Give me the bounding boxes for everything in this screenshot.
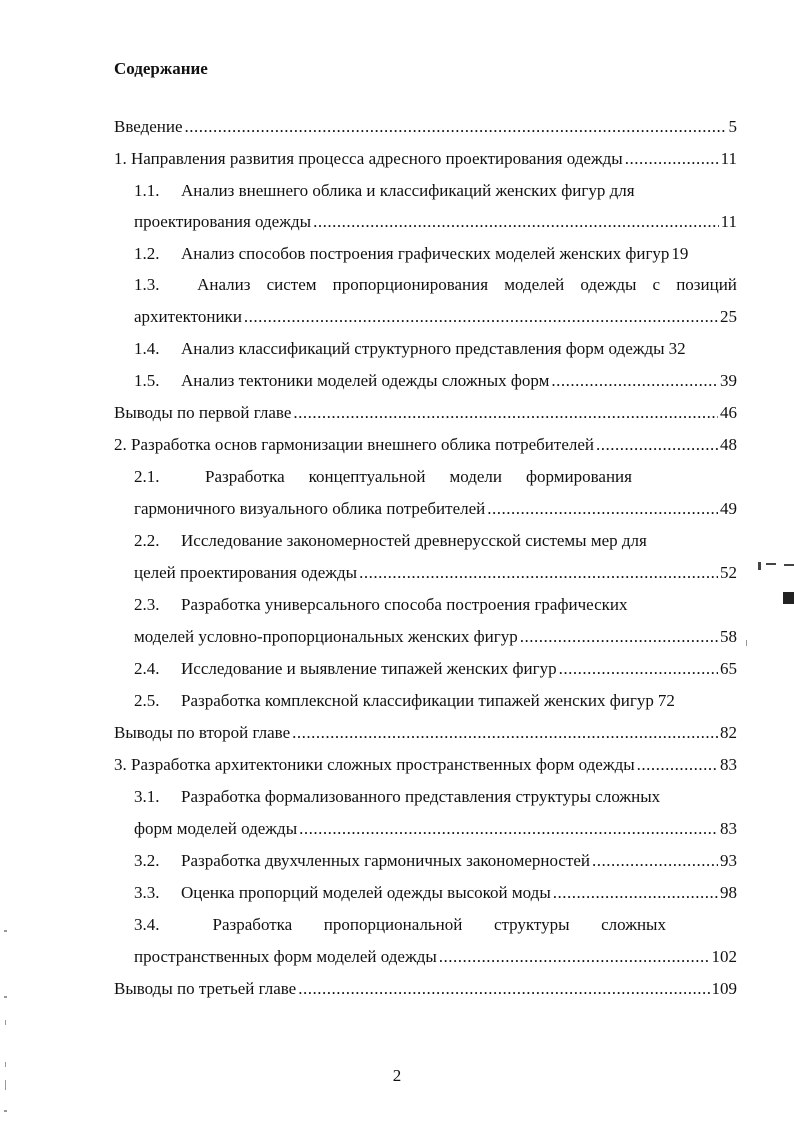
toc-entry-text: 2. Разработка основ гармонизации внешнего облика потребителей — [114, 435, 594, 454]
toc-entry-text: пространственных форм моделей одежды — [134, 947, 437, 966]
toc-page-number: 83 — [720, 819, 737, 838]
section-number: 3.4. — [134, 915, 160, 934]
toc-entry-3-3[interactable] — [134, 878, 737, 908]
toc-entry-text: Оценка пропорций моделей одежды высокой моды — [181, 883, 551, 902]
dot-leader — [292, 718, 718, 748]
dot-leader — [185, 112, 727, 142]
dot-leader — [293, 398, 718, 428]
toc-page-number: 11 — [720, 212, 737, 231]
dot-leader — [298, 974, 709, 1004]
section-number: 1.1. — [134, 181, 160, 200]
toc-entry-3-2[interactable] — [134, 846, 737, 876]
toc-entry-1-4[interactable] — [134, 334, 737, 364]
toc-entry-text: проектирования одежды — [134, 212, 312, 231]
toc-page-number: 102 — [711, 947, 737, 966]
toc-page-number: 39 — [720, 371, 737, 390]
toc-page-number: 65 — [720, 659, 737, 678]
dot-leader — [637, 750, 718, 780]
word: пропорционирования — [332, 275, 489, 294]
word: формирования — [526, 467, 632, 486]
word: с — [652, 275, 661, 294]
toc-entry-text: Анализ внешнего облика и классификаций женских фигур для — [181, 181, 635, 200]
scan-mark — [4, 996, 7, 998]
toc-page-number: 58 — [720, 627, 737, 646]
word: пропорциональной — [323, 915, 463, 934]
word: сложных — [601, 915, 666, 934]
dot-leader — [313, 207, 719, 237]
toc-entry-text: Анализ классификаций структурного представления форм одежды — [181, 339, 665, 358]
toc-page-number: 46 — [720, 403, 737, 422]
scan-mark — [4, 1110, 7, 1112]
toc-entry-3-1-line2[interactable] — [134, 814, 737, 844]
toc-entry-1-5[interactable] — [134, 366, 737, 396]
toc-entry-2-3-line1[interactable] — [134, 590, 628, 620]
section-number: 1.3. — [134, 275, 160, 294]
dot-leader — [487, 494, 718, 524]
toc-entry-3-4-line1[interactable] — [134, 910, 666, 940]
toc-page-number: 49 — [720, 499, 737, 518]
toc-page-number: 5 — [728, 117, 737, 136]
toc-page-number: 83 — [720, 755, 737, 774]
scan-mark — [746, 640, 747, 646]
dot-leader — [244, 302, 718, 332]
toc-entry-1-2[interactable] — [134, 239, 737, 269]
page-title: Содержание — [114, 59, 208, 78]
toc-entry-text: 1. Направления развития процесса адресного проектирования одежды — [114, 149, 623, 168]
toc-entry-conclusions-1[interactable] — [114, 398, 737, 428]
dot-leader — [551, 366, 718, 396]
toc-entry-1-3-line1[interactable] — [134, 270, 737, 300]
section-number: 2.5. — [134, 691, 160, 710]
toc-entry-intro[interactable] — [114, 112, 737, 142]
toc-page-number: 93 — [720, 851, 737, 870]
section-number: 1.4. — [134, 339, 160, 358]
toc-entry-chapter-3[interactable] — [114, 750, 737, 780]
toc-entry-text: Выводы по третьей главе — [114, 979, 297, 998]
section-number: 2.4. — [134, 659, 160, 678]
toc-entry-2-5[interactable] — [134, 686, 737, 716]
toc-page-number: 82 — [720, 723, 737, 742]
toc-entry-text: Исследование и выявление типажей женских фигур — [181, 659, 557, 678]
toc-entry-2-2-line2[interactable] — [134, 558, 737, 588]
scan-mark — [5, 1020, 6, 1025]
toc-entry-text: моделей условно-пропорциональных женских фигур — [134, 627, 518, 646]
toc-entry-text: 3. Разработка архитектоники сложных пространственных форм одежды — [114, 755, 635, 774]
toc-entry-2-4[interactable] — [134, 654, 737, 684]
toc-entry-1-1-line2[interactable] — [134, 207, 737, 237]
toc-entry-text: Разработка универсального способа построения графических — [181, 595, 628, 614]
toc-entry-text: Выводы по второй главе — [114, 723, 291, 742]
section-number: 3.3. — [134, 883, 160, 902]
toc-page-number: 11 — [720, 149, 737, 168]
toc-entry-conclusions-2[interactable] — [114, 718, 737, 748]
scan-mark — [766, 563, 776, 565]
toc-entry-2-1-line1[interactable] — [134, 462, 632, 492]
toc-entry-text: Разработка комплексной классификации типажей женских фигур — [181, 691, 654, 710]
toc-entry-3-4-line2[interactable] — [134, 942, 737, 972]
toc-entry-text: Исследование закономерностей древнерусской системы мер для — [181, 531, 647, 550]
dot-leader — [520, 622, 718, 652]
toc-entry-text: Разработка двухчленных гармоничных закономерностей — [181, 851, 591, 870]
toc-entry-text: гармоничного визуального облика потребителей — [134, 499, 486, 518]
word: позиций — [676, 275, 737, 294]
word: модели — [449, 467, 503, 486]
toc-entry-text: Анализ способов построения графических моделей женских фигур — [181, 244, 670, 263]
word: концептуальной — [308, 467, 426, 486]
scan-mark — [5, 1080, 6, 1090]
toc-entry-1-3-line2[interactable] — [134, 302, 737, 332]
toc-page-number: 109 — [711, 979, 737, 998]
toc-page-number: 19 — [671, 244, 689, 263]
toc-entry-text: Разработка формализованного представления структуры сложных — [181, 787, 661, 806]
toc-page-number: 72 — [657, 691, 675, 710]
toc-entry-text: форм моделей одежды — [134, 819, 298, 838]
dot-leader — [359, 558, 718, 588]
dot-leader — [596, 430, 718, 460]
section-number: 2.3. — [134, 595, 160, 614]
word: Анализ — [197, 275, 251, 294]
word: Разработка — [204, 467, 285, 486]
toc-entry-text: целей проектирования одежды — [134, 563, 358, 582]
section-number: 2.2. — [134, 531, 160, 550]
scan-mark — [5, 1062, 6, 1067]
toc-entry-chapter-2[interactable] — [114, 430, 737, 460]
word: систем — [266, 275, 317, 294]
toc-entry-chapter-1[interactable] — [114, 144, 737, 174]
dot-leader — [553, 878, 718, 908]
word: Разработка — [212, 915, 293, 934]
word: одежды — [580, 275, 637, 294]
section-number: 1.2. — [134, 244, 160, 263]
word: моделей — [504, 275, 565, 294]
dot-leader — [592, 846, 718, 876]
toc-page-number: 52 — [720, 563, 737, 582]
dot-leader — [559, 654, 718, 684]
toc-entry-conclusions-3[interactable] — [114, 974, 737, 1004]
toc-entry-text: Анализ тектоники моделей одежды сложных форм — [181, 371, 550, 390]
toc-entry-3-1-line1[interactable] — [134, 782, 660, 812]
scan-mark — [758, 562, 761, 570]
toc-entry-text: Введение — [114, 117, 183, 136]
toc-page-number: 48 — [720, 435, 737, 454]
section-number: 2.1. — [134, 467, 160, 486]
toc-entry-text: архитектоники — [134, 307, 242, 326]
scan-mark — [4, 930, 7, 932]
toc-entry-1-1-line1[interactable] — [134, 176, 635, 206]
toc-page-number: 25 — [720, 307, 737, 326]
page-number: 2 — [392, 1066, 402, 1085]
toc-entry-text: Выводы по первой главе — [114, 403, 292, 422]
dot-leader — [299, 814, 718, 844]
dot-leader — [439, 942, 710, 972]
word: структуры — [493, 915, 570, 934]
scan-mark — [784, 564, 794, 566]
dot-leader — [625, 144, 719, 174]
toc-page-number: 98 — [720, 883, 737, 902]
section-number: 3.2. — [134, 851, 160, 870]
toc-entry-2-2-line1[interactable] — [134, 526, 647, 556]
section-number: 1.5. — [134, 371, 160, 390]
toc-page-number: 32 — [668, 339, 686, 358]
toc-entry-2-3-line2[interactable] — [134, 622, 737, 652]
section-number: 3.1. — [134, 787, 160, 806]
toc-entry-2-1-line2[interactable] — [134, 494, 737, 524]
scan-mark — [783, 592, 794, 604]
